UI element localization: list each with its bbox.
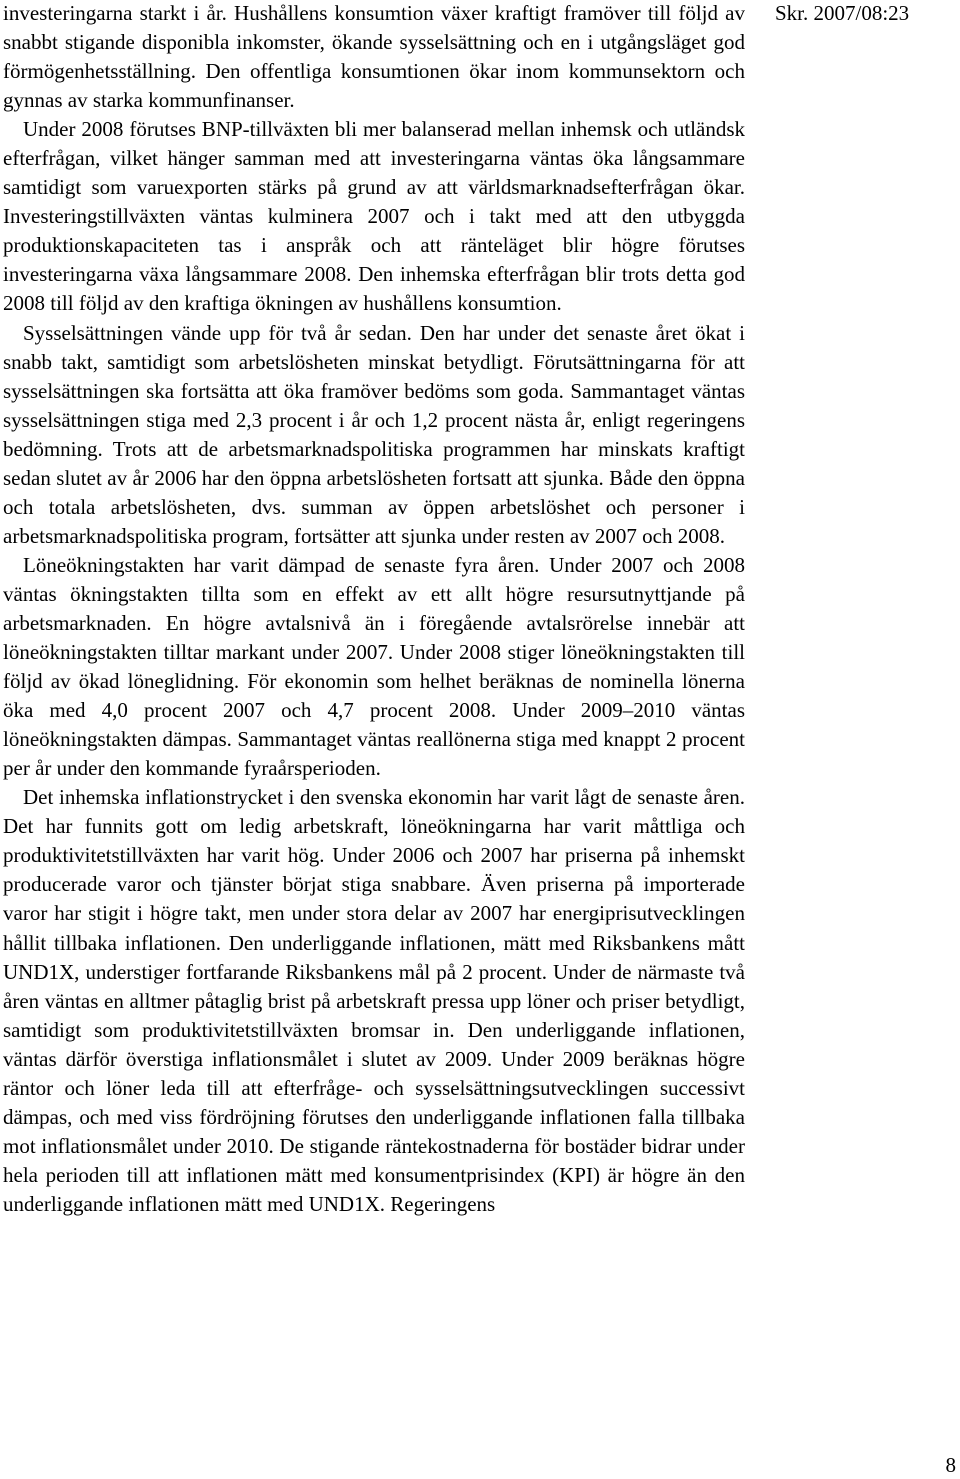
paragraph-inflation: Det inhemska inflationstrycket i den svenska ekonomin har varit lågt de senaste åren. Det har funnits gott om ledig arbetskraft, löneökningarna har varit måttliga och produktivitetstillväxten har varit hög. Under 2006 och 2007 har priserna på inhemskt producerade varor och tjänster börjat stiga snabbare. Även priserna på importerade varor har stigit i högre takt, men under stora delar av 2007 har energiprisutvecklingen hållit tillbaka inflationen. Den underliggande inflationen, mätt med Riksbankens mått UND1X, understiger fortfarande Riksbankens mål på 2 procent. Under de närmaste två åren väntas en alltmer påtaglig brist på arbetskraft pressa upp löner och priser betydligt, samtidigt som produktivitetstillväxten bromsar in. Den underliggande inflationen, väntas därför överstiga inflationsmålet i slutet av 2009. Under 2009 beräknas högre räntor och löner leda till att efterfråge- och sysselsättningsutvecklingen successivt dämpas, och med viss fördröjning förutses den underliggande inflationen falla tillbaka mot inflationsmålet under 2010. De stigande räntekostnaderna för bostäder bidrar under hela perioden till att inflationen mätt med konsumentprisindex (KPI) är högre än den underliggande inflationen mätt med UND1X. Regeringens <box>3 785 745 1216</box>
paragraph-wage-growth: Löneökningstakten har varit dämpad de senaste fyra åren. Under 2007 och 2008 väntas ökningstakten tillta som en effekt av ett allt högre resursutnyttjande på arbetsmarknaden. En högre avtalsnivå än i föregående avtalsrörelse innebär att löneökningstakten tilltar markant under 2007. Under 2008 stiger löneökningstakten till följd av ökad löneglidning. För ekonomin som helhet beräknas de nominella lönerna öka med 4,0 procent 2007 och 4,7 procent 2008. Under 2009–2010 väntas löneökningstakten dämpas. Sammantaget väntas reallönerna stiga med knappt 2 procent per år under den kommande fyraårsperioden. <box>3 552 745 781</box>
document-reference: Skr. 2007/08:23 <box>775 1 910 25</box>
body-text <box>3 0 745 1219</box>
page-number: 8 <box>945 1453 956 1477</box>
paragraph-gdp-growth-2008: Under 2008 förutses BNP-tillväxten bli mer balanserad mellan inhemsk och utländsk efterfrågan, vilket hänger samman med att investeringarna väntas öka långsammare samtidigt som varuexporten stärks på grund av att världsmarknadsefterfrågan ökar. Investeringstillväxten väntas kulminera 2007 och i takt med att den utbyggda produktionskapaciteten tas i anspråk och att ränteläget blir högre förutses investeringarna växa långsammare 2008. Den inhemska efterfrågan blir trots detta god 2008 till följd av den kraftiga ökningen av hushållens konsumtion. <box>3 117 745 316</box>
paragraph-investment-consumption: investeringarna starkt i år. Hushållens konsumtion växer kraftigt framöver till följd av snabbt stigande disponibla inkomster, ökande sysselsättning och en i utgångsläget god förmögenhetsställning. Den offentliga konsumtionen ökar inom kommunsektorn och gynnas av starka kommunfinanser. <box>3 1 745 113</box>
paragraph-employment: Sysselsättningen vände upp för två år sedan. Den har under det senaste året ökat i snabb takt, samtidigt som arbetslösheten minskat betydligt. Förutsättningarna för att sysselsättningen ska fortsätta att öka framöver bedöms som goda. Sammantaget väntas sysselsättningen stiga med 2,3 procent i år och 1,2 procent nästa år, enligt regeringens bedömning. Trots att de arbetsmarknadspolitiska programmen har minskats kraftigt sedan slutet av år 2006 har den öppna arbetslösheten fortsatt att sjunka. Både den öppna och totala arbetslösheten, dvs. summan av öppen arbetslöshet och personer i arbetsmarknadspolitiska program, fortsätter att sjunka under resten av 2007 och 2008. <box>3 320 745 548</box>
